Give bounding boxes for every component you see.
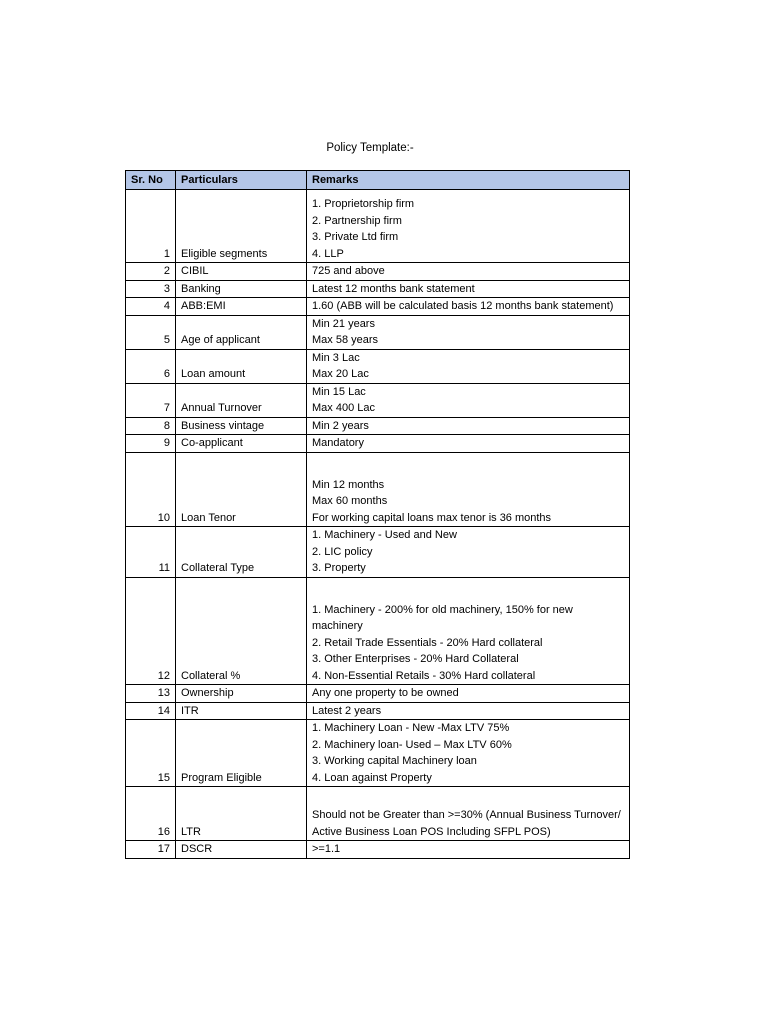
- table-row: [126, 383, 630, 417]
- row-particulars: Eligible segments: [176, 190, 307, 263]
- remark-line: 4. Loan against Property: [312, 771, 432, 784]
- row-sr-no: 15: [126, 720, 176, 787]
- remark-line: 3. Private Ltd firm: [312, 231, 399, 243]
- table-row: [126, 841, 630, 859]
- remark-line: 3. Other Enterprises - 20% Hard Collateral: [312, 653, 519, 665]
- row-particulars: Business vintage: [176, 417, 307, 435]
- row-remarks: [307, 841, 630, 859]
- row-sr-no: 13: [126, 685, 176, 703]
- remark-line: 1. Machinery - 200% for old machinery, 150% for new machinery: [312, 603, 573, 632]
- row-sr-no: 11: [126, 527, 176, 578]
- row-particulars: Age of applicant: [176, 315, 307, 349]
- remark-line: Min 12 months: [312, 478, 385, 491]
- row-remarks: [307, 315, 630, 349]
- row-particulars: LTR: [176, 787, 307, 841]
- row-sr-no: 16: [126, 787, 176, 841]
- remark-line: Min 15 Lac: [312, 385, 366, 398]
- remark-line: Latest 2 years: [312, 704, 382, 717]
- remark-line: Max 60 months: [312, 495, 388, 507]
- header-sr-no: Sr. No: [126, 171, 176, 190]
- row-remarks: [307, 349, 630, 383]
- header-remarks: Remarks: [307, 171, 630, 190]
- table-header-row: [126, 171, 630, 190]
- table-row: [126, 349, 630, 383]
- row-remarks: [307, 417, 630, 435]
- row-particulars: ITR: [176, 702, 307, 720]
- remark-line: Max 20 Lac: [312, 368, 369, 380]
- remark-line: 2. Partnership firm: [312, 214, 402, 227]
- row-particulars: Banking: [176, 280, 307, 298]
- row-particulars: Ownership: [176, 685, 307, 703]
- row-remarks: [307, 190, 630, 263]
- row-particulars: Loan Tenor: [176, 452, 307, 527]
- row-sr-no: 17: [126, 841, 176, 859]
- table-row: [126, 417, 630, 435]
- remark-line: 4. LLP: [312, 247, 344, 260]
- row-sr-no: 12: [126, 577, 176, 685]
- row-particulars: Collateral %: [176, 577, 307, 685]
- row-sr-no: 10: [126, 452, 176, 527]
- row-sr-no: 4: [126, 298, 176, 316]
- remark-line: 3. Working capital Machinery loan: [312, 755, 477, 767]
- table-row: [126, 280, 630, 298]
- row-sr-no: 14: [126, 702, 176, 720]
- remark-line: 3. Property: [312, 562, 366, 574]
- table-row: [126, 702, 630, 720]
- row-sr-no: 1: [126, 190, 176, 263]
- policy-table: [125, 170, 630, 859]
- remark-line: For working capital loans max tenor is 36 months: [312, 511, 552, 524]
- remark-line: 2. Machinery loan- Used – Max LTV 60%: [312, 738, 512, 751]
- remark-line: >=1.1: [312, 843, 341, 855]
- remark-line: 1. Machinery Loan - New -Max LTV 75%: [312, 722, 510, 734]
- remark-line: Any one property to be owned: [312, 687, 459, 699]
- row-remarks: [307, 577, 630, 685]
- row-remarks: [307, 263, 630, 281]
- row-remarks: [307, 452, 630, 527]
- row-sr-no: 3: [126, 280, 176, 298]
- header-particulars: Particulars: [176, 171, 307, 190]
- remark-line: Min 2 years: [312, 419, 369, 432]
- row-sr-no: 5: [126, 315, 176, 349]
- row-remarks: [307, 720, 630, 787]
- remark-line: 2. Retail Trade Essentials - 20% Hard collateral: [312, 636, 543, 649]
- remark-line: Should not be Greater than >=30% (Annual Business Turnover/ Active Business Loan POS Including SFPL POS): [312, 809, 621, 838]
- table-row: [126, 685, 630, 703]
- table-row: [126, 720, 630, 787]
- row-particulars: Collateral Type: [176, 527, 307, 578]
- row-sr-no: 2: [126, 263, 176, 281]
- remark-line: Max 58 years: [312, 334, 379, 346]
- remark-line: Min 21 years: [312, 317, 375, 330]
- row-remarks: [307, 527, 630, 578]
- row-remarks: [307, 787, 630, 841]
- remark-line: Min 3 Lac: [312, 351, 360, 364]
- row-remarks: [307, 280, 630, 298]
- row-remarks: [307, 685, 630, 703]
- page-title: Policy Template:-: [326, 142, 414, 154]
- remark-line: 2. LIC policy: [312, 545, 373, 558]
- table-row: [126, 452, 630, 527]
- remark-line: Latest 12 months bank statement: [312, 282, 475, 295]
- table-row: [126, 315, 630, 349]
- row-particulars: Loan amount: [176, 349, 307, 383]
- remark-line: 4. Non-Essential Retails - 30% Hard collateral: [312, 669, 536, 682]
- table-row: [126, 527, 630, 578]
- row-remarks: [307, 298, 630, 316]
- remark-line: 1. Machinery - Used and New: [312, 529, 457, 541]
- table-row: [126, 190, 630, 263]
- table-row: [126, 787, 630, 841]
- row-particulars: ABB:EMI: [176, 298, 307, 316]
- row-particulars: Program Eligible: [176, 720, 307, 787]
- table-body: [126, 190, 630, 859]
- row-particulars: DSCR: [176, 841, 307, 859]
- remark-line: Mandatory: [312, 437, 364, 449]
- row-sr-no: 6: [126, 349, 176, 383]
- table-row: [126, 577, 630, 685]
- remark-line: 1.60 (ABB will be calculated basis 12 months bank statement): [312, 300, 614, 312]
- row-remarks: [307, 383, 630, 417]
- row-particulars: CIBIL: [176, 263, 307, 281]
- table-row: [126, 435, 630, 453]
- row-sr-no: 8: [126, 417, 176, 435]
- row-remarks: [307, 702, 630, 720]
- remark-line: Max 400 Lac: [312, 402, 375, 414]
- row-sr-no: 7: [126, 383, 176, 417]
- remark-line: 1. Proprietorship firm: [312, 198, 415, 210]
- remark-line: 725 and above: [312, 265, 385, 277]
- table-row: [126, 298, 630, 316]
- row-particulars: Co-applicant: [176, 435, 307, 453]
- row-sr-no: 9: [126, 435, 176, 453]
- row-remarks: [307, 435, 630, 453]
- table-row: [126, 263, 630, 281]
- row-particulars: Annual Turnover: [176, 383, 307, 417]
